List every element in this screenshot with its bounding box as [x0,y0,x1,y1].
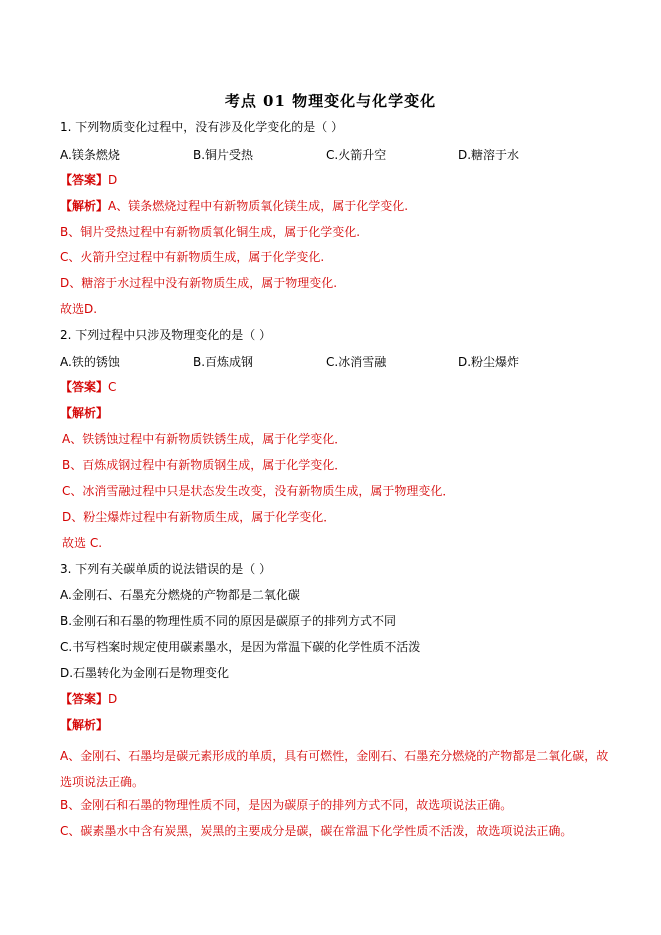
question-1-option-d: D.糖溶于水 [458,148,520,162]
question-1-option-b: B.铜片受热 [193,148,254,162]
question-1-option-c: C.火箭升空 [326,148,387,162]
question-2-conclusion: 故选 C. [62,536,103,550]
question-3-option-a: A.金刚石、石墨充分燃烧的产物都是二氧化碳 [60,588,300,602]
question-1-conclusion: 故选D. [60,302,98,316]
question-2-answer [60,379,116,395]
question-3-option-d: D.石墨转化为金刚石是物理变化 [60,666,230,680]
answer-value: D [108,692,118,706]
question-2-option-b: B.百炼成钢 [193,355,254,369]
question-2-stem: 2. 下列过程中只涉及物理变化的是（ ） [60,328,272,342]
question-1-analysis-b: B、铜片受热过程中有新物质氧化铜生成，属于化学变化. [60,225,361,239]
question-2-option-d: D.粉尘爆炸 [458,355,520,369]
question-1-answer [60,172,117,188]
question-1-options [60,146,620,162]
answer-label: 【答案】 [60,173,109,187]
question-2-analysis-c: C、冰消雪融过程中只是状态发生改变，没有新物质生成，属于物理变化． [62,484,455,498]
question-2-analysis-a: A、铁锈蚀过程中有新物质铁锈生成，属于化学变化． [62,432,347,446]
page-title: 考点 01 物理变化与化学变化 [224,92,437,110]
question-3-analysis-a: A、金刚石、石墨均是碳元素形成的单质，具有可燃性，金刚石、石墨充分燃烧的产物都是二氧化碳，故选项说法正确。 [60,749,609,789]
question-1-analysis-a [60,198,408,214]
answer-label: 【答案】 [60,380,109,394]
answer-label: 【答案】 [60,692,109,706]
question-1-analysis-c: C、火箭升空过程中有新物质生成，属于化学变化. [60,250,325,264]
question-1-stem: 1. 下列物质变化过程中，没有涉及化学变化的是（ ） [60,120,344,134]
question-2-analysis-label: 【解析】 [60,406,109,420]
question-3-analysis-label: 【解析】 [60,718,109,732]
answer-value: D [108,173,118,187]
question-3-analysis-b: B、金刚石和石墨的物理性质不同，是因为碳原子的排列方式不同，故选项说法正确。 [60,798,513,812]
question-2-option-a: A.铁的锈蚀 [60,355,120,369]
question-3-analysis-c: C、碳素墨水中含有炭黑，炭黑的主要成分是碳，碳在常温下化学性质不活泼，故选项说法正确。 [60,824,573,838]
question-2-analysis-d: D、粉尘爆炸过程中有新物质生成，属于化学变化． [62,510,336,524]
question-2-options [60,353,620,369]
analysis-label: 【解析】 [60,199,109,213]
question-3-answer [60,691,117,707]
question-1-analysis-d: D、糖溶于水过程中没有新物质生成，属于物理变化. [60,276,338,290]
question-2-option-c: C.冰消雪融 [326,355,387,369]
analysis-text: A、镁条燃烧过程中有新物质氧化镁生成，属于化学变化. [108,199,409,213]
question-1-option-a: A.镁条燃烧 [60,148,120,162]
question-2-analysis-b: B、百炼成钢过程中有新物质钢生成，属于化学变化． [62,458,347,472]
answer-value: C [108,380,117,394]
question-3-option-c: C.书写档案时规定使用碳素墨水，是因为常温下碳的化学性质不活泼 [60,640,421,654]
question-3-stem: 3. 下列有关碳单质的说法错误的是（ ） [60,562,272,576]
question-3-option-b: B.金刚石和石墨的物理性质不同的原因是碳原子的排列方式不同 [60,614,397,628]
